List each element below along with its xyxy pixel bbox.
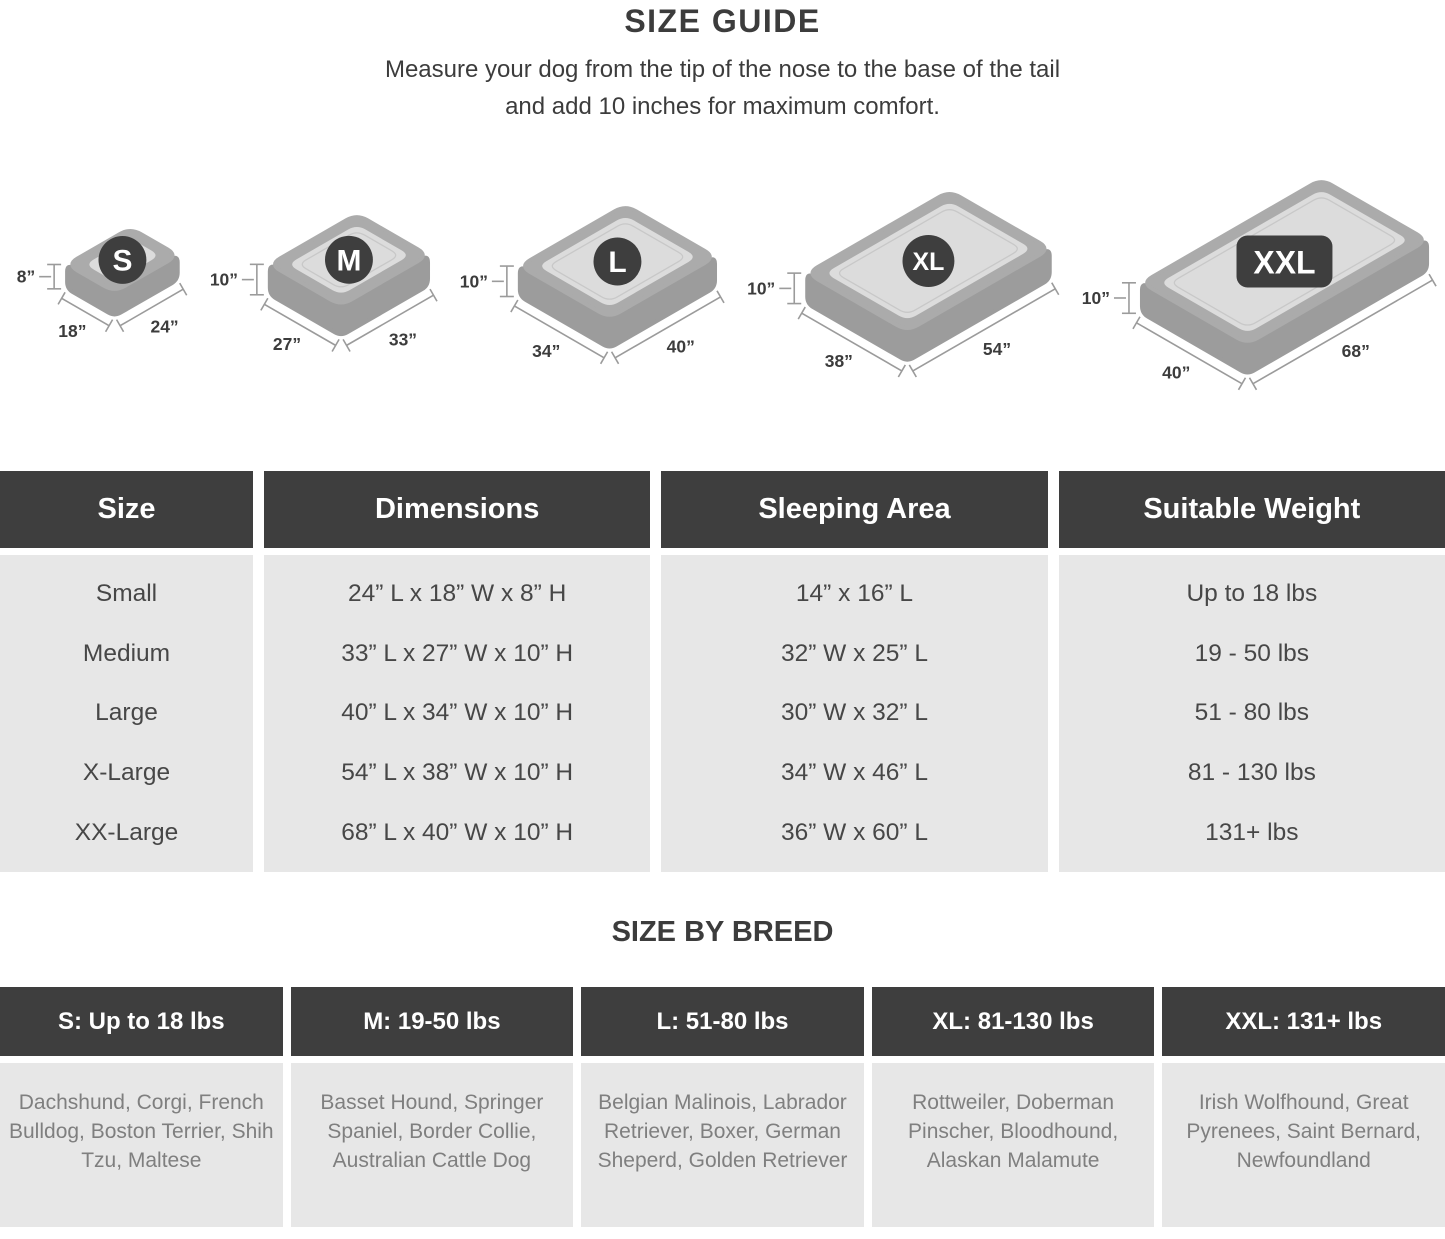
bed-illustration-xlarge [742,185,1062,381]
dim-tick [1052,283,1059,295]
dim-tick [717,290,724,302]
breed-card-header-m: M: 19-50 lbs [291,987,574,1056]
table-cell-dimensions: 68” L x 40” W x 10” H [341,819,574,847]
breed-card-breeds-m: Basset Hound, Springer Spaniel, Border Collie, Australian Cattle Dog [291,1063,574,1227]
dim-tick [1238,377,1245,389]
size-table-column-sleeping-area [661,471,1047,872]
dim-tick [430,289,437,301]
dim-tick [898,365,905,377]
bed-length-label: 40” [666,335,695,356]
bed-illustration-small [2,222,190,345]
bed-badge-label: S [112,243,133,277]
bed-width-label: 34” [532,340,561,361]
breed-card-breeds-xxl: Irish Wolfhound, Great Pyrenees, Saint Bernard, Newfoundland [1162,1063,1445,1227]
table-cell-weight: 81 - 130 lbs [1187,759,1316,787]
breed-card-breeds-s: Dachshund, Corgi, French Bulldog, Boston Terrier, Shih Tzu, Maltese [0,1063,283,1227]
table-cell-sleeping_area: 14” x 16” L [795,579,914,607]
table-cell-size: X-Large [82,759,171,787]
dim-tick [117,319,124,331]
breed-card-xl [872,987,1155,1227]
column-body-size [0,555,253,872]
dim-tick [612,351,619,363]
bed-length-label: 33” [388,329,418,350]
bed-illustration-medium [205,208,440,358]
table-cell-weight: Up to 18 lbs [1186,579,1318,607]
bed-height-label: 10” [209,269,238,290]
table-cell-sleeping_area: 36” W x 60” L [780,819,929,847]
column-header-weight: Suitable Weight [1059,471,1445,548]
table-cell-sleeping_area: 32” W x 25” L [780,639,929,667]
size-table-column-weight [1059,471,1445,872]
table-cell-dimensions: 33” L x 27” W x 10” H [341,639,574,667]
bed-badge-label: XXL [1253,243,1316,280]
bed-badge-label: L [608,245,627,279]
breed-card-header-xxl: XXL: 131+ lbs [1162,987,1445,1056]
dim-tick [1133,316,1140,328]
table-cell-size: Small [95,579,158,607]
bed-width-label: 38” [824,351,853,372]
subtitle-line-2: and add 10 inches for maximum comfort. [505,93,940,120]
dim-tick [261,298,268,310]
size-table-column-size [0,471,253,872]
breed-card-breeds-l: Belgian Malinois, Labrador Retriever, Boxer, German Sheperd, Golden Retriever [581,1063,864,1227]
bed-width-label: 18” [58,320,87,341]
size-table [0,471,1445,872]
bed-height-label: 10” [747,278,776,299]
breed-card-m [291,987,574,1227]
column-body-sleeping-area [661,555,1047,872]
table-cell-size: Medium [82,639,171,667]
dim-tick [511,300,518,312]
table-cell-weight: 51 - 80 lbs [1194,699,1310,727]
table-cell-size: XX-Large [74,819,179,847]
dim-tick [909,365,916,377]
table-cell-dimensions: 40” L x 34” W x 10” H [341,699,574,727]
bed-length-label: 54” [982,338,1012,359]
size-table-column-dimensions [264,471,650,872]
bed-height-label: 8” [16,266,36,287]
breed-grid [0,987,1445,1227]
breed-card-xxl [1162,987,1445,1227]
bed-badge-label: M [336,244,362,278]
column-header-sleeping-area: Sleeping Area [661,471,1047,548]
bed-width-label: 40” [1162,361,1191,382]
bed-height-label: 10” [1081,287,1110,308]
table-cell-weight: 19 - 50 lbs [1194,639,1310,667]
dim-tick [343,339,350,351]
table-cell-sleeping_area: 34” W x 46” L [780,759,929,787]
subtitle-line-1: Measure your dog from the tip of the nose to the base of the tail [384,56,1061,83]
column-body-dimensions [264,555,650,872]
bed-length-label: 68” [1341,340,1370,361]
bed-badge-label: XL [912,247,945,276]
table-cell-size: Large [95,699,158,727]
bed-height-label: 10” [459,270,488,291]
bed-illustration-xxlarge [1077,173,1439,394]
table-cell-dimensions: 54” L x 38” W x 10” H [341,759,574,787]
page-title: SIZE GUIDE [624,3,821,39]
page-subtitle [0,51,1445,125]
dim-tick [1249,377,1256,389]
breed-section-title: SIZE BY BREED [611,916,834,948]
bed-illustration-large [455,199,727,368]
dim-tick [601,351,608,363]
dim-tick [332,339,339,351]
table-cell-sleeping_area: 30” W x 32” L [780,699,929,727]
table-cell-weight: 131+ lbs [1205,819,1299,847]
dim-tick [798,307,805,319]
dim-tick [180,283,187,295]
bed-illustrations-row [0,159,1445,407]
column-body-weight [1059,555,1445,872]
breed-card-l [581,987,864,1227]
breed-card-s [0,987,283,1227]
dim-tick [106,319,113,331]
breed-card-header-l: L: 51-80 lbs [581,987,864,1056]
table-cell-dimensions: 24” L x 18” W x 8” H [348,579,567,607]
bed-length-label: 24” [150,315,179,336]
breed-card-breeds-xl: Rottweiler, Doberman Pinscher, Bloodhound, Alaskan Malamute [872,1063,1155,1227]
column-header-dimensions: Dimensions [264,471,650,548]
dim-tick [58,292,65,304]
column-header-size: Size [0,471,253,548]
bed-width-label: 27” [272,333,302,354]
breed-card-header-s: S: Up to 18 lbs [0,987,283,1056]
breed-card-header-xl: XL: 81-130 lbs [872,987,1155,1056]
dim-tick [1429,274,1436,286]
